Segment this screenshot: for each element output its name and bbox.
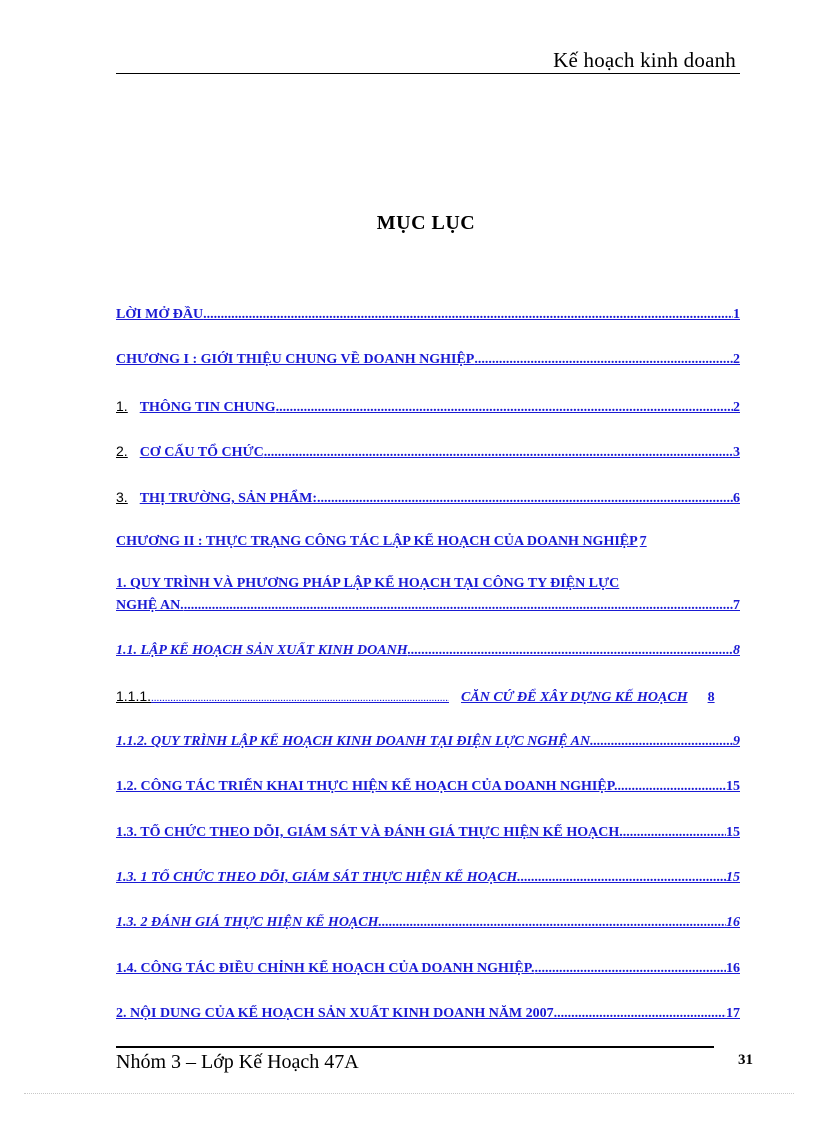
toc-entry-page: 2 [733, 352, 740, 367]
toc-leader-dots [203, 306, 733, 324]
toc-leader-dots [408, 642, 733, 660]
toc-entry-number: 1.1.1. [116, 688, 152, 704]
toc-entry-page: 8 [707, 690, 715, 705]
toc-entry-danh-gia[interactable] [116, 914, 740, 932]
toc-entry-label: 1. QUY TRÌNH VÀ PHƯƠNG PHÁP LẬP KẾ HOẠCH TẠI CÔNG TY ĐIỆN LỰC [116, 576, 620, 591]
toc-entry-label: THÔNG TIN CHUNG [139, 400, 276, 415]
toc-entry-trien-khai[interactable] [116, 778, 740, 796]
toc-entry-label: LỜI MỞ ĐẦU [116, 307, 204, 322]
toc-entry-page: 16 [726, 961, 740, 976]
header-rule [116, 73, 740, 74]
toc-entry-page: 7 [639, 534, 647, 549]
toc-leader-dots [535, 960, 727, 978]
toc-entry-label: THỊ TRƯỜNG, SẢN PHẨM: [139, 491, 318, 506]
toc-entry-page: 3 [733, 445, 740, 460]
toc-entry-page: 15 [726, 779, 740, 794]
page-bottom-dotted-line [24, 1093, 794, 1094]
toc-entry-number: 3. [116, 489, 128, 505]
toc-entry-label: 1.1. LẬP KẾ HOẠCH SẢN XUẤT KINH DOANH [116, 643, 408, 658]
toc-entry-chuong-2[interactable] [116, 533, 740, 551]
toc-entry-number: 2. [116, 443, 128, 459]
toc-entry-page: 7 [733, 598, 740, 613]
toc-entry-label: 1.2. CÔNG TÁC TRIỂN KHAI THỰC HIỆN KẾ HOẠCH CỦA DOANH NGHIỆP. [116, 779, 618, 794]
toc-entry-thi-truong[interactable] [116, 488, 740, 508]
toc-heading: MỤC LỤC [376, 212, 476, 234]
toc-leader-dots [590, 733, 733, 751]
toc-entry-page: 15 [726, 870, 740, 885]
toc-leader-dots [382, 914, 726, 932]
toc-leader-dots [617, 778, 726, 796]
toc-entry-label: CĂN CỨ ĐỂ XÂY DỰNG KẾ HOẠCH [461, 690, 688, 705]
toc-entry-loi-mo-dau[interactable] [116, 306, 740, 324]
footer-page-number: 31 [738, 1052, 753, 1068]
toc-entry-label: 1.1.2. QUY TRÌNH LẬP KẾ HOẠCH KINH DOANH TẠI ĐIỆN LỰC NGHỆ AN [116, 734, 591, 749]
toc-leader-dots [317, 490, 733, 508]
toc-leader-dots [276, 399, 733, 417]
toc-entry-label: 1.3. TỔ CHỨC THEO DÕI, GIÁM SÁT VÀ ĐÁNH GIÁ THỰC HIỆN KẾ HOẠCH. [116, 825, 623, 840]
footer-group-name: Nhóm 3 – Lớp Kế Hoạch 47A [116, 1051, 359, 1073]
toc-entry-label: 1.4. CÔNG TÁC ĐIỀU CHỈNH KẾ HOẠCH CỦA DOANH NGHIỆP. [116, 961, 535, 976]
toc-entry-label: 1.3. 2 ĐÁNH GIÁ THỰC HIỆN KẾ HOẠCH. [116, 915, 382, 930]
toc-entry-label: 2. NỘI DUNG CỦA KẾ HOẠCH SẢN XUẤT KINH DOANH NĂM 2007. [116, 1006, 558, 1021]
toc-entry-page: 9 [733, 734, 740, 749]
toc-leader-dots [557, 1005, 726, 1023]
toc-entry-page: 8 [733, 643, 740, 658]
toc-entry-dieu-chinh[interactable] [116, 960, 740, 978]
toc-leader-dots [521, 869, 726, 887]
toc-entry-number: 1. [116, 398, 128, 414]
toc-leader-dots [184, 597, 733, 615]
toc-entry-noi-dung[interactable] [116, 1005, 740, 1023]
footer-rule [116, 1046, 714, 1048]
toc-entry-co-cau-to-chuc[interactable] [116, 442, 740, 462]
toc-entry-giam-sat[interactable] [116, 869, 740, 887]
toc-entry-label: CƠ CẤU TỔ CHỨC [139, 445, 264, 460]
toc-entry-label: CHƯƠNG I : GIỚI THIỆU CHUNG VỀ DOANH NGHIỆP [116, 352, 475, 367]
toc-entry-theo-doi[interactable] [116, 824, 740, 842]
toc-entry-label-continued: NGHỆ AN. [116, 598, 184, 613]
toc-entry-page: 17 [726, 1006, 740, 1021]
toc-entry-page: 15 [726, 825, 740, 840]
toc-leader-dots [264, 444, 733, 462]
toc-leader-dots [623, 824, 726, 842]
toc-leader-dots [474, 351, 733, 369]
toc-entry-label: 1.3. 1 TỔ CHỨC THEO DÕI, GIÁM SÁT THỰC HIỆN KẾ HOẠCH. [116, 870, 521, 885]
toc-entry-quy-trinh[interactable] [116, 575, 740, 615]
running-header-title: Kế hoạch kinh doanh [553, 48, 736, 72]
toc-entry-chuong-1[interactable] [116, 351, 740, 369]
toc-entry-page: 16 [726, 915, 740, 930]
toc-leader-dots [151, 689, 449, 707]
toc-entry-page: 1 [733, 307, 740, 322]
toc-entry-quy-trinh-lap[interactable] [116, 733, 740, 751]
toc-entry-can-cu[interactable] [116, 687, 768, 707]
toc-entry-thong-tin-chung[interactable] [116, 397, 740, 417]
toc-entry-lap-ke-hoach[interactable] [116, 642, 740, 660]
toc-entry-page: 6 [733, 491, 740, 506]
toc-entry-page: 2 [733, 400, 740, 415]
toc-entry-label: CHƯƠNG II : THỰC TRẠNG CÔNG TÁC LẬP KẾ HOẠCH CỦA DOANH NGHIỆP [116, 534, 638, 549]
